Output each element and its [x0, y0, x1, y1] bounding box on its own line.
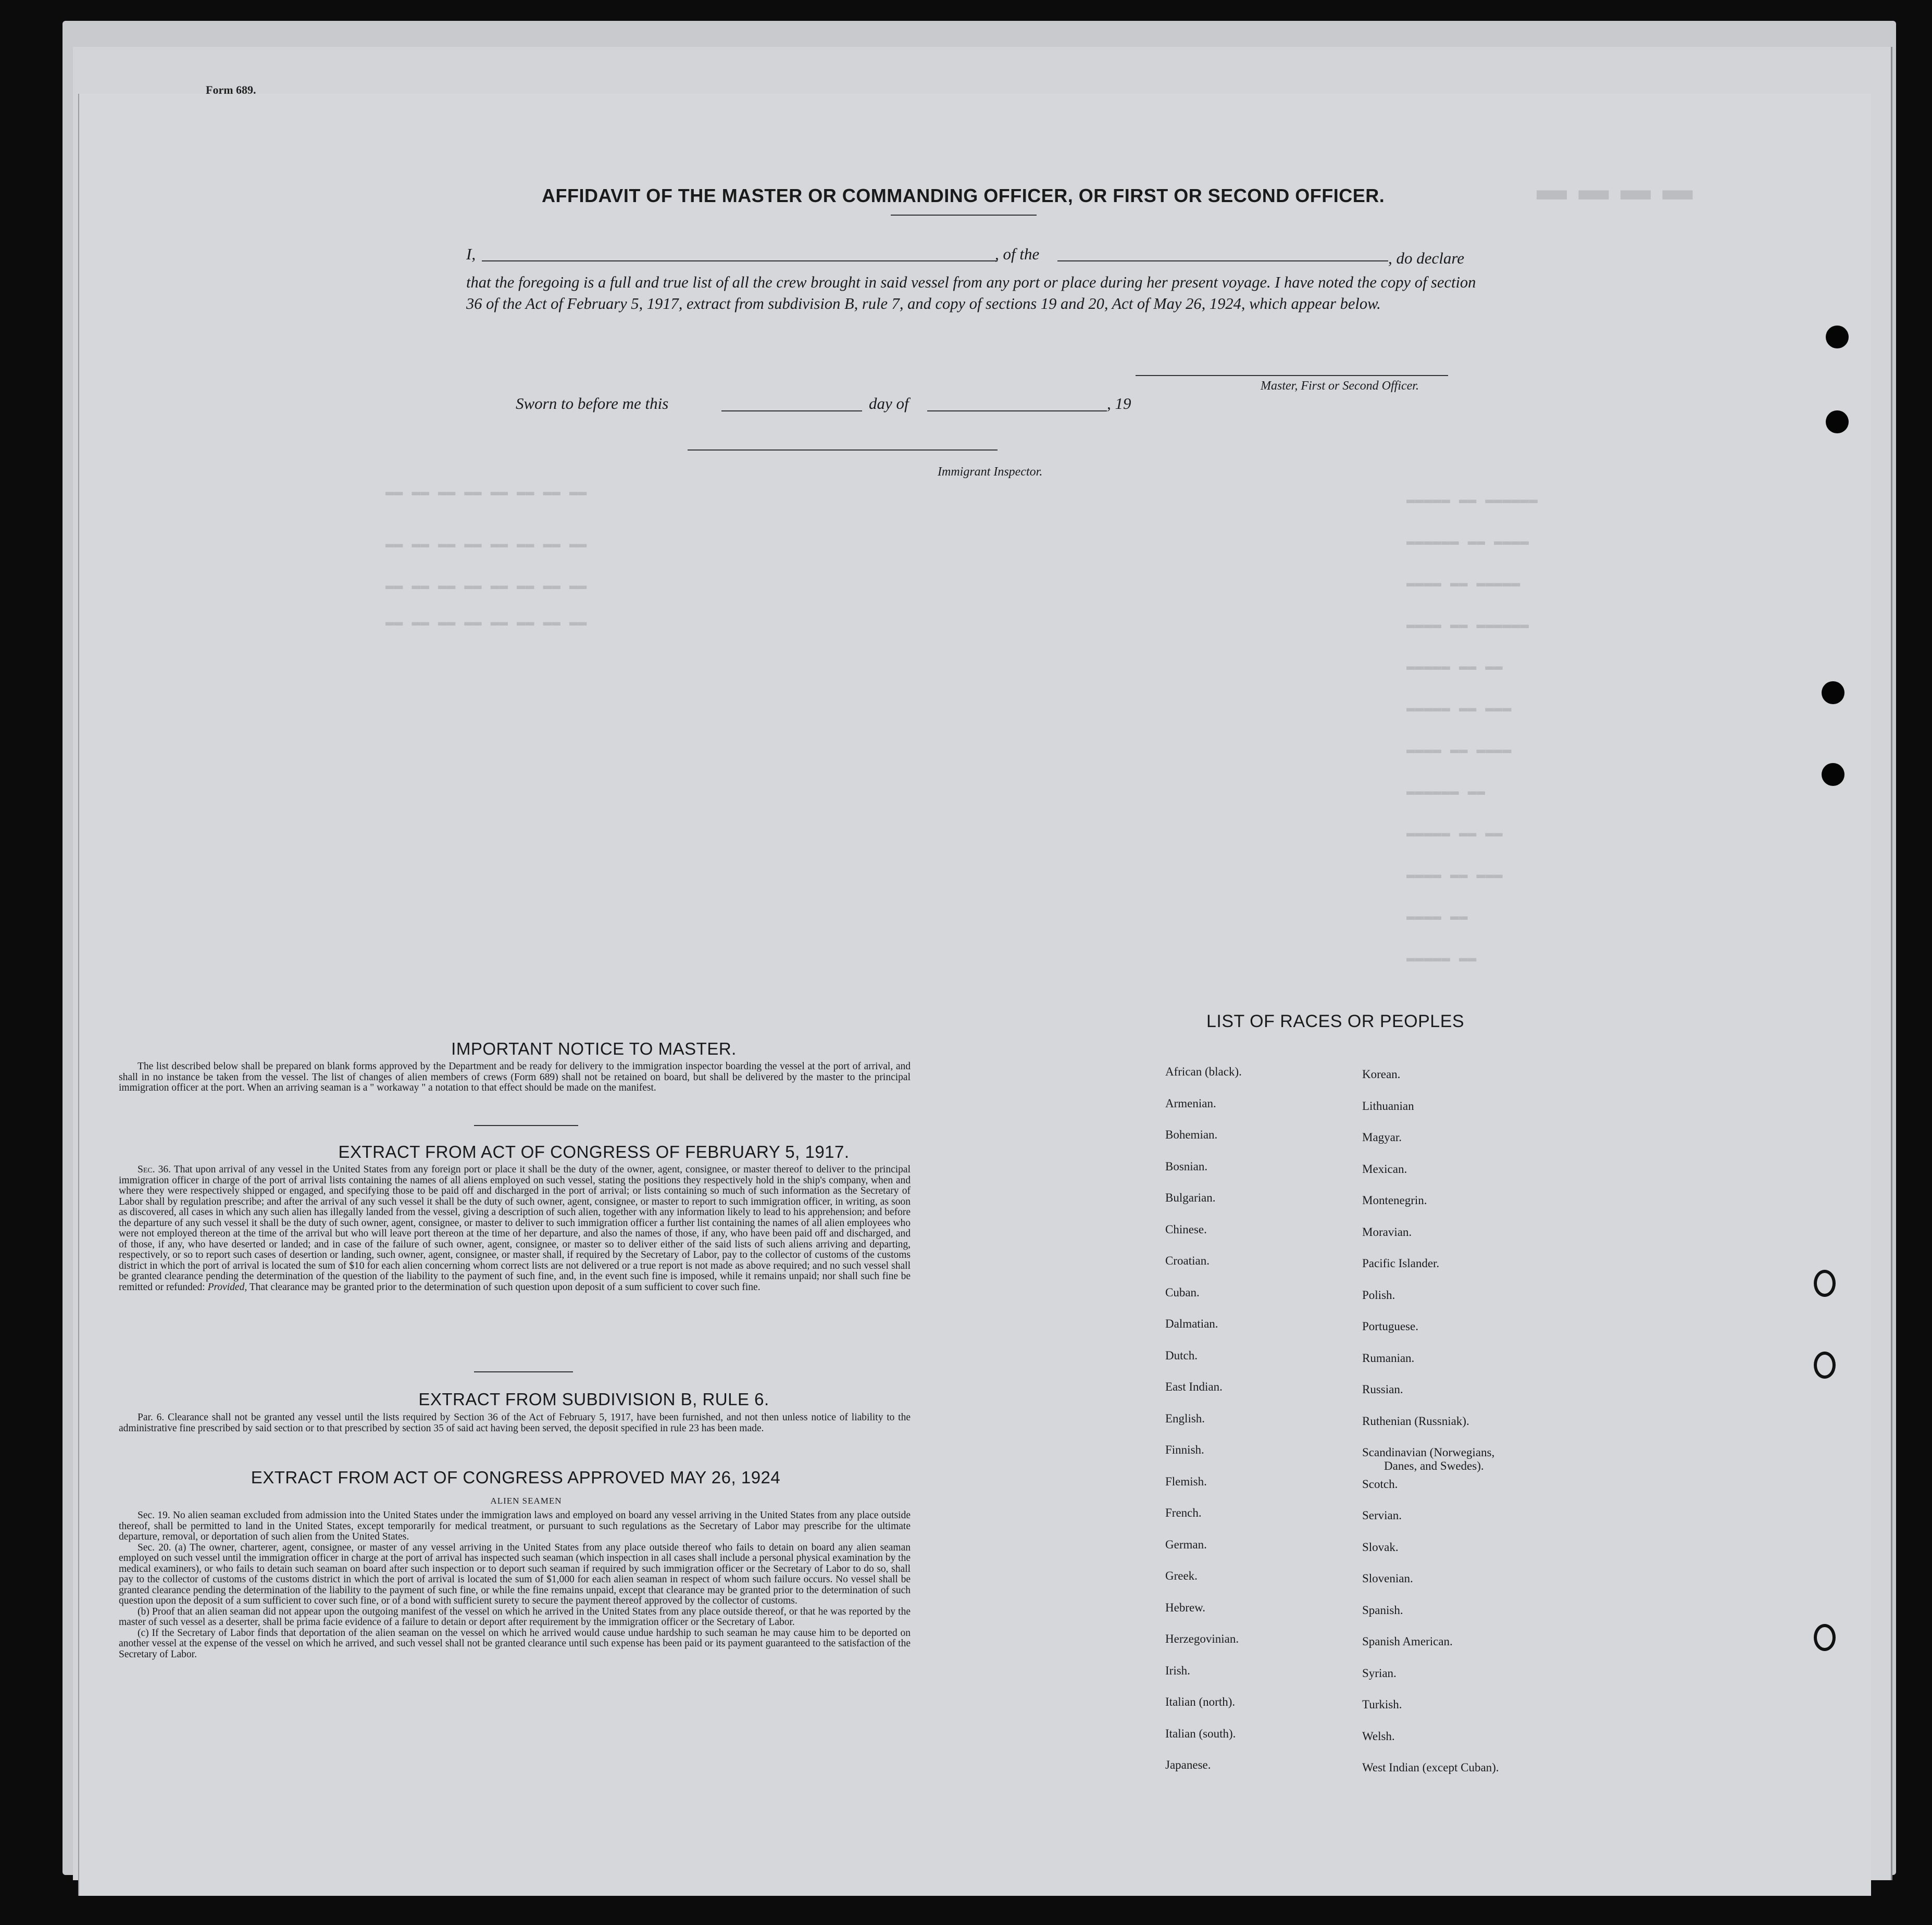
race-item: Russian.: [1362, 1383, 1403, 1396]
race-item: Bulgarian.: [1165, 1191, 1216, 1204]
affidavit-title: AFFIDAVIT OF THE MASTER OR COMMANDING OFFICER, OR FIRST OR SECOND OFFICER.: [542, 185, 1385, 206]
notice-title: IMPORTANT NOTICE TO MASTER.: [451, 1039, 737, 1058]
punch-ring: [1814, 1270, 1836, 1297]
race-item: Slovenian.: [1362, 1572, 1413, 1585]
race-item: Dutch.: [1165, 1348, 1198, 1362]
day-of-label: day of: [869, 394, 909, 413]
race-item: Rumanian.: [1362, 1351, 1415, 1365]
race-item: [1362, 1446, 1499, 1478]
race-item: African (black).: [1165, 1065, 1242, 1078]
race-item: Greek.: [1165, 1569, 1198, 1582]
race-item: Irish.: [1165, 1664, 1190, 1677]
race-item: English.: [1165, 1411, 1205, 1425]
race-item: Ruthenian (Russniak).: [1362, 1414, 1469, 1428]
race-item: Spanish American.: [1362, 1635, 1453, 1648]
race-item-scandinavian-cont: Danes, and Swedes).: [1384, 1459, 1484, 1472]
punch-hole: [1822, 763, 1844, 786]
vessel-blank: [1057, 260, 1388, 261]
extract-1924-body: [119, 1510, 911, 1660]
race-item: Moravian.: [1362, 1225, 1412, 1239]
extract-b-title: EXTRACT FROM SUBDIVISION B, RULE 6.: [418, 1390, 769, 1409]
race-item: Lithuanian: [1362, 1099, 1414, 1112]
race-item: Armenian.: [1165, 1096, 1216, 1110]
divider: [474, 1371, 573, 1372]
inspector-signature-blank: [688, 449, 998, 451]
races-title: LIST OF RACES OR PEOPLES: [1206, 1011, 1465, 1031]
race-item: Italian (south).: [1165, 1727, 1236, 1740]
extract-1917-body: [119, 1165, 911, 1293]
sec-20a: Sec. 20. (a) The owner, charterer, agent, consignee, or master of any vessel arriving in the United States from any place outside thereof who fails to detain on board any alien seaman employed on such vessel until the immigration officer in charge at the port of arrival has inspected such seaman (which inspection in all cases shall include a personal physical examination by the medical examiners), or who fails to detain such seaman on board after such inspection or to deport such seaman if required by such immigration officer or the Secretary of Labor to do so, shall pay to the collector of customs of the customs district in which the port of arrival is located the sum of $1,000 for each alien seaman in respect of whom such failure occurs. No vessel shall be granted clearance pending the determination of the liability to the payment of such fine, or while the fine remains unpaid, except that clearance may be granted prior to the determination of such question upon the deposit of a sum sufficient to cover such fine, or of a bond with sufficient surety to secure the payment thereof approved by the collector of customs.: [119, 1542, 911, 1606]
punch-hole: [1822, 681, 1844, 704]
form-number: Form 689.: [206, 83, 256, 96]
punch-ring: [1814, 1352, 1836, 1379]
extract-b-body: [119, 1412, 911, 1434]
race-item-scandinavian: Scandinavian (Norwegians,: [1362, 1446, 1495, 1459]
race-item: Japanese.: [1165, 1758, 1211, 1771]
punch-hole: [1826, 326, 1849, 348]
race-item: Spanish.: [1362, 1603, 1403, 1617]
extract-1924-title: EXTRACT FROM ACT OF CONGRESS APPROVED MAY 26, 1924: [251, 1468, 781, 1487]
master-signature-blank: [1136, 375, 1448, 376]
race-item: East Indian.: [1165, 1380, 1223, 1393]
punch-ring: [1814, 1624, 1836, 1651]
extract-b-text: Par. 6. Clearance shall not be granted any vessel until the lists required by Section 36 of the Act of February 5, 1917, have been furnished, and not then unless notice of liability to the administrative fine prescribed by said section or to that prescribed by section 35 of said act having been served, the deposit specified in rule 23 has been made.: [119, 1412, 911, 1434]
alien-seamen-subtitle: ALIEN SEAMEN: [490, 1496, 562, 1506]
race-item: Korean.: [1362, 1068, 1401, 1081]
sec-19: Sec. 19. No alien seaman excluded from admission into the United States under the immigration laws and employed on board any vessel arriving in the United States from any place outside thereof, shall be permitted to land in the United States, except temporarily for medical treatment, or pursuant to such regulations as the Secretary of Labor may prescribe for the ultimate departure, removal, or deportation of such alien from the United States.: [119, 1510, 911, 1542]
sworn-label: Sworn to before me this: [516, 394, 669, 413]
race-item: Bohemian.: [1165, 1128, 1218, 1141]
race-item: Bosnian.: [1165, 1159, 1208, 1173]
race-item: Mexican.: [1362, 1162, 1407, 1176]
affidavit-body: that the foregoing is a full and true list of all the crew brought in said vessel from any port or place during her present voyage. I have noted the copy of section 36 of the Act of February 5, 1917, extract from subdivision B, rule 7, and copy of sections 19 and 20, Act of May 26, 1924, which appear below.: [466, 273, 1476, 312]
notice-text: The list described below shall be prepared on blank forms approved by the Department and be ready for delivery to the immigration inspector boarding the vessel at the port of arrival, and shall in no instance be taken from the vessel. The list of changes of alien members of crews (Form 689) shall not be retained on board, but shall be delivered by the master to the principal immigration officer at the port. When an arriving seaman is a " workaway " a notation to that effect should be made on the manifest.: [119, 1061, 911, 1093]
race-item: Polish.: [1362, 1288, 1395, 1302]
extract-1917-text: That upon arrival of any vessel in the United States from any foreign port or place it shall be the duty of the owner, agent, consignee, or master thereof to deliver to the principal immigration officer in charge of the port of arrival lists containing the names of all aliens employed on such vessel, stating the positions they respectively hold in the ship's company, when and where they were respectively shipped or engaged, and specifying those to be paid off and discharged in the port of arrival; or lists containing so much of such information as the Secretary of Labor shall by regulation prescribe; and after the arrival of any such vessel it shall be the duty of such owner, agent, consignee, or master to report to such immigration officer, in writing, as soon as discovered, all cases in which any such alien has illegally landed from the vessel, giving a description of such alien, together with any information likely to lead to his apprehension; and before the departure of any such vessel it shall be the duty of such owner, agent, consignee, or master to deliver to such immigration officer a further list containing the names of all alien employees who were not employed thereon at the time of the arrival but who will leave port thereon at the time of her departure, and also the names of those, if any, who have been paid off and discharged, and of those, if any, who have deserted or landed; and in case of the failure of such owner, agent, consignee, or master so to deliver either of the said lists of such aliens arriving and departing, respectively, or so to report such cases of desertion or landing, such owner, agent, consignee, or master shall, if required by the Secretary of Labor, pay to the collector of customs of the customs district in which the port of arrival is located the sum of $10 for each alien concerning whom correct lists are not delivered or a true report is not made as above required; and no such vessel shall be granted clearance pending the determination of the question of the liability to the payment of such fine, and, in the event such fine is imposed, while it remains unpaid; nor shall such fine be remitted or refunded:: [119, 1164, 911, 1293]
race-item: Portuguese.: [1362, 1320, 1418, 1333]
sworn-day-blank: [721, 410, 862, 411]
race-item: Finnish.: [1165, 1443, 1204, 1456]
sworn-month-blank: [927, 410, 1107, 411]
inspector-label: Immigrant Inspector.: [938, 465, 1043, 479]
master-signature-label: Master, First or Second Officer.: [1261, 379, 1419, 393]
race-item: Welsh.: [1362, 1729, 1395, 1743]
race-item: German.: [1165, 1538, 1207, 1551]
race-item: West Indian (except Cuban).: [1362, 1761, 1499, 1774]
notice-body: [119, 1061, 911, 1094]
race-item: Herzegovinian.: [1165, 1632, 1239, 1645]
race-item: Slovak.: [1362, 1540, 1399, 1554]
race-item: Italian (north).: [1165, 1695, 1236, 1708]
name-blank: [482, 260, 998, 261]
affidavit-i-label: I,: [466, 245, 476, 263]
sec-20b: (b) Proof that an alien seaman did not appear upon the outgoing manifest of the vessel on which he arrived in the United States from any place outside thereof, or that he was reported by the master of such vessel as a deserter, shall be prima facie evidence of a failure to detain or deport after requirement by the immigration officer or the Secretary of Labor.: [119, 1606, 911, 1628]
races-right-column: [1362, 1068, 1499, 1793]
divider: [474, 1125, 578, 1126]
extract-1917-end: That clearance may be granted prior to the determination of such question upon deposit of a sum sufficient to cover such fine.: [249, 1281, 761, 1293]
race-item: Dalmatian.: [1165, 1317, 1218, 1330]
race-item: Magyar.: [1362, 1131, 1402, 1144]
race-item: Chinese.: [1165, 1222, 1207, 1236]
races-left-column: [1165, 1065, 1242, 1790]
punch-hole: [1826, 410, 1849, 433]
affidavit-declare-label: , do declare: [1388, 249, 1465, 267]
race-item: Syrian.: [1362, 1666, 1397, 1680]
provided-label: Provided,: [207, 1281, 247, 1293]
race-item: French.: [1165, 1506, 1202, 1519]
race-item: Croatian.: [1165, 1254, 1210, 1267]
race-item: Hebrew.: [1165, 1601, 1206, 1614]
sec-20c: (c) If the Secretary of Labor finds that deportation of the alien seaman on the vessel on which he arrived would cause undue hardship to such seaman he may cause him to be deported on another vessel at the expense of the vessel on which he arrived, and such vessel shall not be granted clearance until such expense has been paid or its payment guaranteed to the satisfaction of the Secretary of Labor.: [119, 1627, 911, 1660]
divider: [891, 215, 1037, 216]
affidavit-of-the-label: , of the: [995, 245, 1040, 263]
race-item: Montenegrin.: [1362, 1194, 1427, 1207]
extract-1917-title: EXTRACT FROM ACT OF CONGRESS OF FEBRUARY 5, 1917.: [338, 1142, 850, 1161]
race-item: Cuban.: [1165, 1285, 1200, 1299]
race-item: Flemish.: [1165, 1474, 1207, 1488]
race-item: Pacific Islander.: [1362, 1257, 1440, 1270]
race-item: Servian.: [1362, 1509, 1402, 1522]
race-item: Scotch.: [1362, 1477, 1398, 1491]
section-label: Sec. 36.: [138, 1164, 171, 1175]
year-label: , 19: [1107, 394, 1131, 413]
race-item: Turkish.: [1362, 1698, 1402, 1711]
